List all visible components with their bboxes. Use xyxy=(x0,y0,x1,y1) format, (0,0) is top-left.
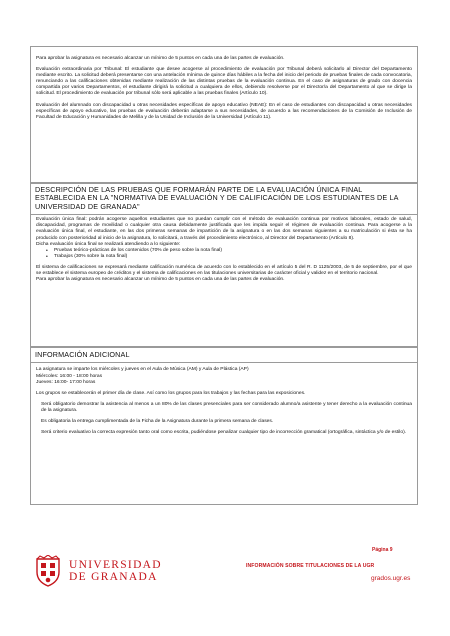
single-final-evaluation-section xyxy=(30,183,418,347)
page-number: Página 9 xyxy=(372,547,393,553)
pass-requirement-text: Para aprobar la asignatura es necesario alcanzar un mínimo de 5 puntos en cada una de las partes de evaluación. xyxy=(36,277,285,283)
list-item: • Pruebas teórico-prácticas de los contenidos (70% de peso sobre la nota final) xyxy=(54,248,412,254)
single-evaluation-text: Evaluación única final: podrán acogerse aquellos estudiantes que no puedan cumplir con el método de evaluación continua por motivos laborales, estado de salud, discapacidad, programas de movilidad o cualquier otra causa debidamente justificada que les impida seguir el régimen de evaluación continua. Para acogerse a la evaluación única final, el estudiante, en las dos primeras semanas de impartición de la asignatura o en las dos semanas siguientes a su matriculación si ésta se ha producido con posterioridad al inicio de la asignatura, lo solicitará, a través del procedimiento electrónico, al Director del Departamento (Artículo 8). xyxy=(36,217,412,241)
university-name-line2: DE GRANADA xyxy=(69,571,158,583)
evaluation-items-list xyxy=(36,248,412,260)
grading-system-text: El sistema de calificaciones se expresará mediante calificación numérica de acuerdo con lo establecido en el artículo 5 del R. D 1125/2003, de 5 de septiembre, por el que se establece el sistema europeo de créditos y el sistema de calificaciones en las titulaciones universitarias de carácter oficial y validez en el territorio nacional. xyxy=(36,264,412,276)
attendance-text: Será obligatorio demostrar la asistencia al menos a un 80% de las clases presenciales para ser considerado alumno/a asistente y tener derecho a la evaluación continua de la asignatura. xyxy=(41,401,412,413)
course-sheet-text: Es obligatoria la entrega cumplimentada de la Ficha de la Asignatura durante la primera semana de clases. xyxy=(41,418,274,424)
page-footer xyxy=(0,530,450,605)
section-heading: DESCRIPCIÓN DE LAS PRUEBAS QUE FORMARÁN PARTE DE LA EVALUACIÓN ÚNICA FINAL ESTABLECIDA EN LA "NORMATIVA DE EVALUACIÓN Y DE CALIFICACIÓN DE LOS ESTUDIANTES DE LA UNIVERSIDAD DE GRANADA" xyxy=(31,184,417,215)
expression-criteria-text: Será criterio evaluativo la correcta expresión tanto oral como escrita, pudiéndose penalizar cualquier tipo de incorrección gramatical (ortográfica, sintáctica y/o de estilo). xyxy=(41,430,407,436)
university-name-line1: UNIVERSIDAD xyxy=(69,559,162,571)
pass-requirement-text: Para aprobar la asignatura es necesario alcanzar un mínimo de 5 puntos en cada una de las partes de evaluación. xyxy=(36,56,285,61)
university-crest-icon xyxy=(34,555,62,587)
footer-info-title: INFORMACIÓN SOBRE TITULACIONES DE LA UGR xyxy=(246,563,375,569)
evaluation-extraordinary-section xyxy=(30,46,418,183)
section-heading: INFORMACIÓN ADICIONAL xyxy=(31,348,417,363)
tribunal-evaluation-text: Evaluación extraordinaria por Tribunal: El estudiante que desee acogerse al procedimiento de evaluación por Tribunal deberá solicitarlo al Director del Departamento mediante escrito. La solicitud deberá presentarse con una antelación mínima de quince días hábiles a la fecha del inicio del periodo de pruebas finales de cada convocatoria, renunciando a las calificaciones obtenidas mediante realización de las distintas pruebas de la evaluación continua. En el caso de asignaturas de grado con docencia compartida por varios Departamentos, el estudiante dirigirá la solicitud a cualquiera de ellos, debiendo resolverse por el Director/a del Departamento al que se dirige la solicitud. El procedimiento de evaluación por tribunal sólo será aplicable a las pruebas finales (Artículo 10). xyxy=(36,67,412,97)
schedule-text: La asignatura se imparte los miércoles y jueves en el Aula de Música (AM) y Aula de Plástica (AP) xyxy=(36,367,249,373)
list-item: • Trabajos (30% sobre la nota final) xyxy=(54,254,412,260)
groups-text: Los grupos se establecerán el primer día de clase. Así como los grupos para los trabajos y las fechas para las exposiciones. xyxy=(36,390,306,396)
schedule-wednesday: Miércoles: 16:00 - 18:00 horas xyxy=(36,373,103,379)
single-evaluation-intro: Dicha evaluación única final se realizará atendiendo a lo siguiente: xyxy=(36,241,181,247)
schedule-thursday: Jueves: 16:00- 17:00 horas xyxy=(36,379,96,385)
footer-website-link[interactable]: grados.ugr.es xyxy=(371,575,411,582)
neae-evaluation-text: Evaluación del alumnado con discapacidad u otras necesidades específicas de apoyo educativo (NEAE): En el caso de estudiantes con discapacidad u otras necesidades específicas de apoyo educativo, las pruebas de evaluación deberán adaptarse a sus necesidades, de acuerdo a las recomendaciones de la Comisión de Inclusión de Facultad de Educación y Humanidades de Melilla y de la Unidad de Inclusión de la Universidad (Artículo 11). xyxy=(36,102,412,120)
additional-info-section xyxy=(30,347,418,505)
